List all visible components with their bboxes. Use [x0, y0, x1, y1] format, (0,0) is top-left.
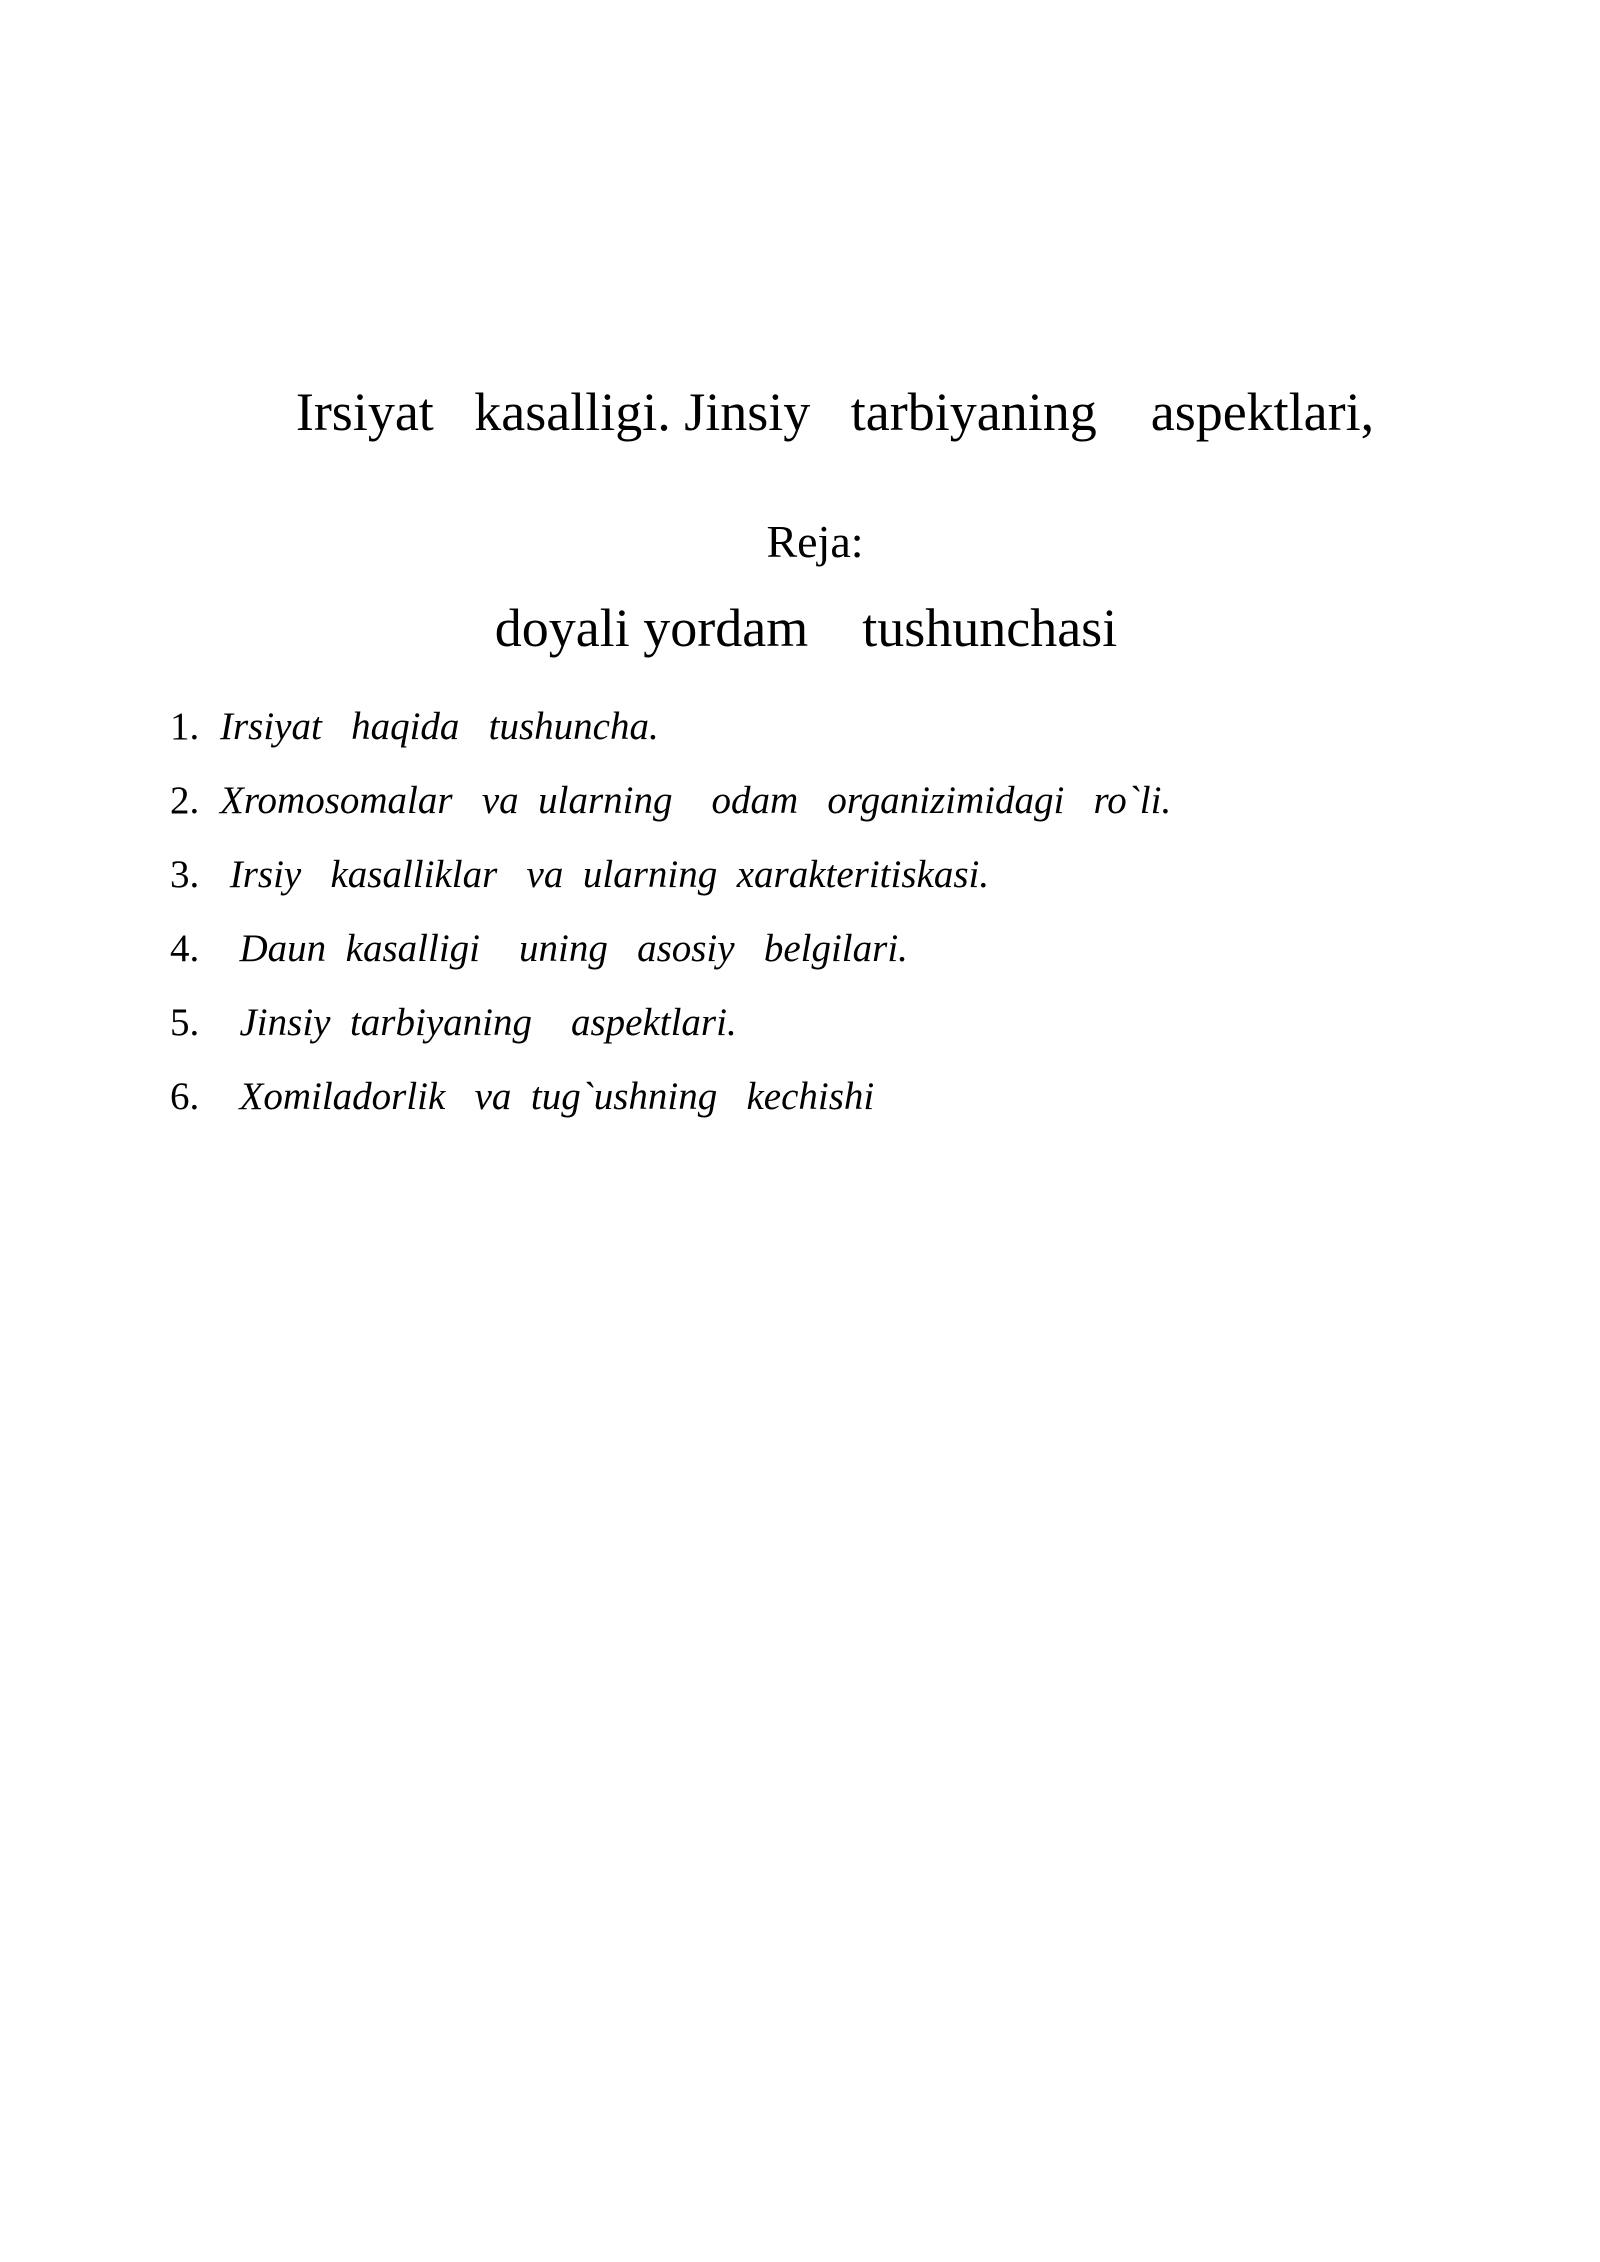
plan-item-number: 1. [170, 705, 200, 748]
plan-item-text: Irsiyat haqida tushuncha. [220, 705, 659, 748]
plan-heading: Reja: [766, 516, 864, 567]
title-line-2: doyali yordam tushunchasi [494, 598, 1118, 658]
title-line-1: Irsiyat kasalligi. Jinsiy tarbiyaning aspektlari, [295, 382, 1375, 442]
plan-item [170, 1060, 1470, 1134]
plan-item-text: Xromosomalar va ularning odam organizimidagi ro`li. [220, 779, 1172, 822]
plan-item-number: 2. [170, 779, 200, 822]
plan-item [170, 690, 1470, 764]
plan-item-text: Xomiladorlik va tug`ushning kechishi [220, 1075, 875, 1118]
plan-item [170, 986, 1470, 1060]
plan-item-text: Jinsiy tarbiyaning aspektlari. [220, 1001, 737, 1044]
plan-item [170, 838, 1470, 912]
plan-item-number: 5. [170, 1001, 200, 1044]
plan-list [170, 690, 1470, 1134]
plan-item [170, 912, 1470, 986]
plan-item-text: Irsiy kasalliklar va ularning xarakteritiskasi. [220, 853, 990, 896]
plan-item-text: Daun kasalligi uning asosiy belgilari. [220, 927, 908, 970]
plan-item-number: 3. [170, 853, 200, 896]
plan-item [170, 764, 1470, 838]
plan-item-number: 4. [170, 927, 200, 970]
plan-item-number: 6. [170, 1075, 200, 1118]
